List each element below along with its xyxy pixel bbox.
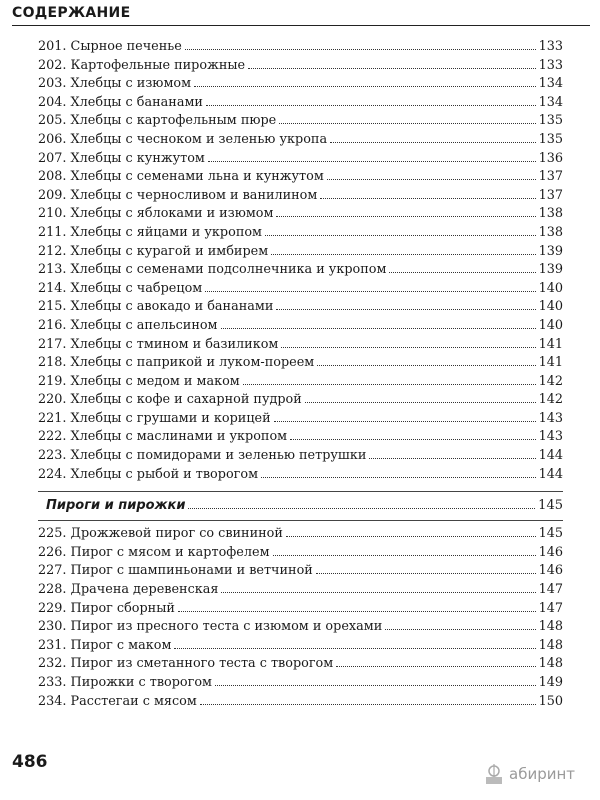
toc-entry-page: 146 [538,544,563,560]
toc-entry-page: 140 [538,280,563,296]
dot-leader [385,618,535,630]
toc-entry-title: 233. Пирожки с творогом [38,675,212,690]
toc-entry-title: 211. Хлебцы с яйцами и укропом [38,224,263,240]
dot-leader [279,112,535,124]
toc-entry [38,317,563,336]
toc-entry-title: 207. Хлебцы с кунжутом [38,150,205,166]
toc-entry-title: 218. Хлебцы с паприкой и луком-пореем [38,355,315,371]
toc-entry-title: 229. Пирог сборный [38,600,175,616]
toc-entry-page: 135 [538,131,563,147]
toc-entry-title: 205. Хлебцы с картофельным пюре [38,113,277,129]
toc-entry-title: 230. Пирог из пресного теста с изюмом и орехами [38,619,383,635]
toc-entry-page: 136 [538,150,563,166]
toc-entry-page: 133 [538,39,563,54]
toc-entry [38,187,563,206]
toc-entry-page: 139 [538,243,563,259]
dot-leader [320,187,535,199]
dot-leader [389,261,535,273]
toc-entry-title: 213. Хлебцы с семенами подсолнечника и укропом [38,262,387,278]
toc-entry-page: 138 [538,206,563,222]
toc-entry-page: 144 [538,466,563,482]
toc-entry-title: 201. Сырное печенье [38,39,182,54]
toc-entry-title: 209. Хлебцы с черносливом и ванилином [38,187,318,203]
toc-entry-title: 220. Хлебцы с кофе и сахарной пудрой [38,392,302,408]
toc-entry [38,354,563,373]
toc-entry-title: 221. Хлебцы с грушами и корицей [38,410,271,426]
toc-entry [38,618,563,637]
toc-entry-page: 144 [538,448,563,464]
toc-entry [38,655,563,674]
toc-entry [38,410,563,429]
watermark [482,762,575,786]
toc-entry-title: 228. Драчена деревенская [38,582,219,598]
watermark-text: абиринт [509,765,576,783]
toc-entries-group-a [38,38,563,484]
toc-entry [38,75,563,94]
toc-entry [38,280,563,299]
dot-leader [274,410,536,422]
toc-entry [38,38,563,57]
toc-entry-page: 143 [538,429,563,445]
dot-leader [276,298,535,310]
toc-entry-title: 214. Хлебцы с чабрецом [38,280,203,296]
toc-entry-page: 146 [538,563,563,579]
section-header-title: СОДЕРЖАНИЕ [12,5,131,21]
dot-leader [205,280,535,292]
dot-leader [369,447,535,459]
toc-entry [38,298,563,317]
toc-entry [38,57,563,76]
toc-entry [38,600,563,619]
toc-entry-page: 149 [538,675,563,690]
dot-leader [276,205,535,217]
dot-leader [194,75,536,87]
toc-entry-title: 224. Хлебцы с рыбой и творогом [38,466,259,482]
toc-entry-page: 148 [538,619,563,635]
toc-section-heading [38,491,563,521]
toc-entry-title: 206. Хлебцы с чесноком и зеленью укропа [38,131,328,147]
toc-entry-page: 140 [538,299,563,315]
toc-entry [38,112,563,131]
toc-entry-page: 135 [538,113,563,129]
toc-entry [38,243,563,262]
dot-leader [330,131,535,143]
toc-entry-page: 147 [538,582,563,598]
toc-entry [38,391,563,410]
dot-leader [221,581,535,593]
toc-entry-title: 232. Пирог из сметанного теста с творогом [38,656,334,672]
page-number: 486 [12,752,48,772]
toc-entry-page: 134 [538,94,563,110]
toc-entry-page: 148 [538,656,563,672]
toc-entry-page: 148 [538,637,563,653]
toc-entry [38,94,563,113]
dot-leader [281,336,535,348]
toc-entry [38,447,563,466]
toc-entry-page: 142 [538,373,563,389]
section-page: 145 [538,498,563,514]
toc-entry [38,544,563,563]
toc-entry-page: 133 [538,57,563,73]
dot-leader [243,373,536,385]
toc-entry [38,525,563,544]
dot-leader [317,354,535,366]
toc-entry [38,205,563,224]
dot-leader [200,693,536,705]
toc-entry-page: 137 [538,169,563,185]
toc-entry-title: 231. Пирог с маком [38,637,172,653]
toc-entry [38,373,563,392]
dot-leader [271,243,535,255]
toc-entry [38,224,563,243]
toc-entry [38,428,563,447]
labirint-logo-icon [482,762,506,786]
dot-leader [221,317,536,329]
toc-entry-title: 215. Хлебцы с авокадо и бананами [38,299,274,315]
toc-entry [38,336,563,355]
toc-entry-title: 212. Хлебцы с курагой и имбирем [38,243,269,259]
toc-entry-page: 138 [538,224,563,240]
dot-leader [316,562,536,574]
dot-leader [286,525,536,537]
dot-leader [336,655,535,667]
toc-entry-page: 137 [538,187,563,203]
toc-entry [38,150,563,169]
dot-leader [290,428,535,440]
dot-leader [248,57,535,69]
toc-entry-title: 223. Хлебцы с помидорами и зеленью петрушки [38,448,367,464]
toc-entry-title: 226. Пирог с мясом и картофелем [38,544,270,560]
toc-entry-title: 219. Хлебцы с медом и маком [38,373,240,389]
dot-leader [188,497,535,509]
toc-entry-page: 139 [538,262,563,278]
dot-leader [305,391,536,403]
toc-entry-title: 216. Хлебцы с апельсином [38,317,218,333]
toc-entry [38,131,563,150]
toc-entry [38,562,563,581]
toc-entry-title: 210. Хлебцы с яблоками и изюмом [38,206,274,222]
toc-entry-title: 222. Хлебцы с маслинами и укропом [38,429,288,445]
toc-entry-title: 208. Хлебцы с семенами льна и кунжутом [38,169,324,185]
dot-leader [215,674,536,686]
toc-entry-title: 217. Хлебцы с тмином и базиликом [38,336,279,352]
toc-entry-title: 203. Хлебцы с изюмом [38,76,192,92]
dot-leader [327,168,536,180]
toc-entry [38,637,563,656]
dot-leader [265,224,536,236]
toc-entry-page: 134 [538,76,563,92]
toc-entry-title: 202. Картофельные пирожные [38,57,246,73]
dot-leader [273,544,536,556]
toc-entry-page: 142 [538,392,563,408]
dot-leader [174,637,535,649]
toc-entry-page: 145 [538,526,563,542]
toc-entry-page: 141 [538,336,563,352]
dot-leader [208,150,536,162]
toc-entry [38,581,563,600]
toc-entry-page: 143 [538,410,563,426]
section-title: Пироги и пирожки [46,498,186,514]
dot-leader [185,38,536,50]
dot-leader [178,600,536,612]
toc-entry-page: 141 [538,355,563,371]
toc-entry-page: 147 [538,600,563,616]
toc-entry [38,168,563,187]
toc-entry-page: 140 [538,317,563,333]
table-of-contents [38,38,563,711]
toc-entry-title: 225. Дрожжевой пирог со свининой [38,526,283,542]
toc-entries-group-b [38,525,563,711]
dot-leader [206,94,536,106]
toc-entry [38,261,563,280]
toc-entry-title: 227. Пирог с шампиньонами и ветчиной [38,563,313,579]
toc-entry [38,674,563,693]
toc-entry [38,693,563,712]
dot-leader [261,466,536,478]
toc-entry-title: 234. Расстегаи с мясом [38,693,197,709]
toc-entry-page: 150 [538,693,563,709]
toc-entry [38,466,563,485]
page-header [12,3,590,26]
toc-entry-title: 204. Хлебцы с бананами [38,94,203,110]
